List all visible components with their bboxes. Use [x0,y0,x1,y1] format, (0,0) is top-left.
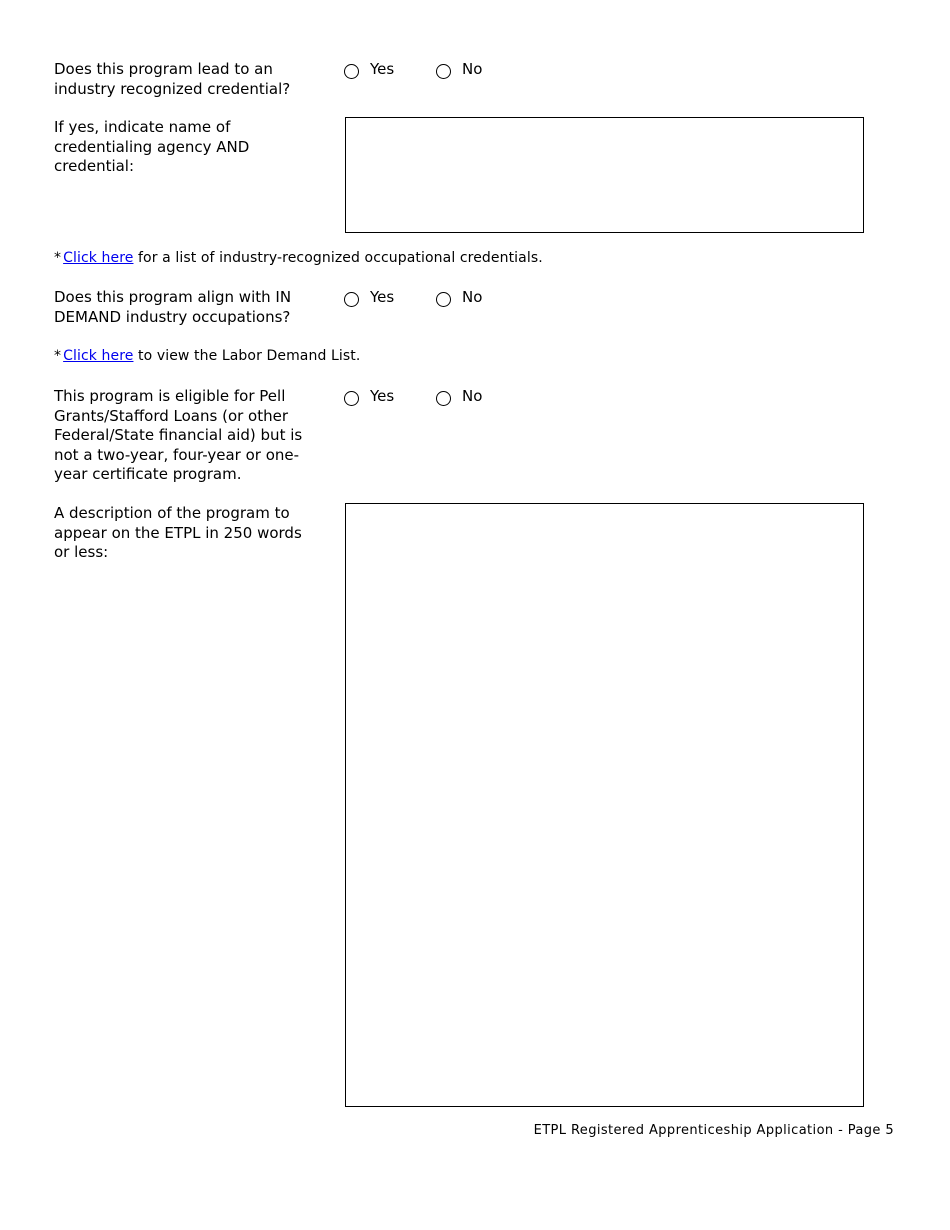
pell-yes-radio[interactable] [344,391,359,406]
credential-no-radio[interactable] [436,64,451,79]
credential-no-label: No [462,60,483,78]
pell-question-label: This program is eligible for Pell Grants/Stafford Loans (or other Federal/State financial aid) but is not a two-year, four-year or one- year certificate program. [54,387,303,483]
credential-question-label: Does this program lead to an industry recognized credential? [54,60,291,98]
credential-yes-option[interactable] [344,60,394,79]
pell-no-option[interactable] [436,387,482,406]
page-footer: ETPL Registered Apprenticeship Application - Page 5 [533,1123,894,1138]
description-label: A description of the program to appear on the ETPL in 250 words or less: [54,504,302,561]
in-demand-no-radio[interactable] [436,292,451,307]
labor-demand-text: to view the Labor Demand List. [133,348,361,364]
note-asterisk: * [54,348,62,364]
in-demand-no-option[interactable] [436,288,482,307]
in-demand-yes-label: Yes [370,288,395,306]
in-demand-question-label: Does this program align with IN DEMAND industry occupations? [54,288,292,326]
pell-yes-label: Yes [370,387,395,405]
credentials-list-note [54,249,543,267]
credential-yes-label: Yes [370,60,395,78]
credential-no-option[interactable] [436,60,482,79]
note-asterisk: * [54,250,62,266]
in-demand-no-label: No [462,288,483,306]
pell-no-radio[interactable] [436,391,451,406]
credentials-list-text: for a list of industry-recognized occupational credentials. [133,250,543,266]
credential-agency-label: If yes, indicate name of credentialing agency AND credential: [54,118,250,175]
pell-yes-option[interactable] [344,387,394,406]
pell-no-label: No [462,387,483,405]
credential-agency-field[interactable] [345,117,864,233]
credentials-list-link[interactable]: Click here [63,250,134,266]
labor-demand-link[interactable]: Click here [63,348,134,364]
in-demand-yes-radio[interactable] [344,292,359,307]
in-demand-yes-option[interactable] [344,288,394,307]
description-field[interactable] [345,503,864,1107]
credential-yes-radio[interactable] [344,64,359,79]
labor-demand-note [54,347,360,365]
